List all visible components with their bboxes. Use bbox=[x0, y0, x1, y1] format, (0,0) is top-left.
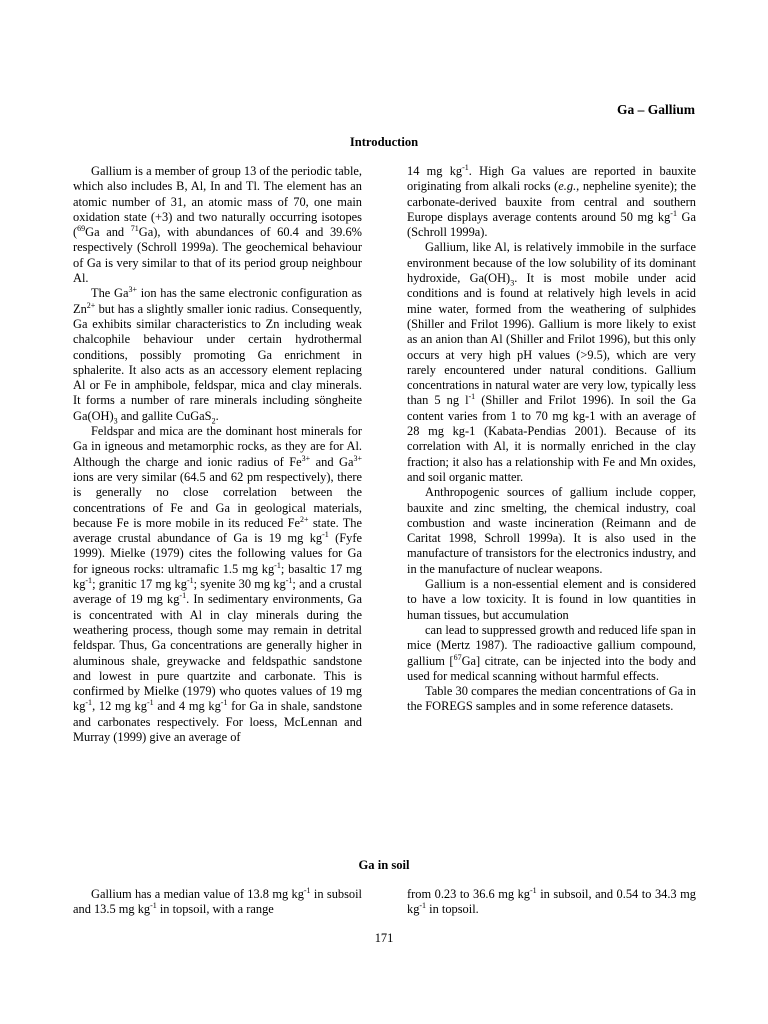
paragraph: Anthropogenic sources of gallium include copper, bauxite and zinc smelting, the chemical industry, coal combustion and waste incineration (Reimann and de Caritat 1998, Schroll 1999a). It is also used in the manufacture of transistors for the electronics industry, and in the manufacture of nuclear weapons. bbox=[407, 485, 696, 576]
paragraph: Gallium is a member of group 13 of the periodic table, which also includes B, Al, In and Tl. The element has an atomic number of 31, an atomic mass of 70, one main oxidation state (+3) and two naturally occurring isotopes ($^{69}$Ga and $^{71}$Ga), with abundances of 60.4 and 39.6% respectively (Schroll 1999a). The geochemical behaviour of Ga is very similar to that of its period group neighbour Al. bbox=[73, 164, 362, 286]
soil-left-column bbox=[73, 887, 362, 918]
introduction-right-column bbox=[407, 164, 696, 715]
introduction-left-column bbox=[73, 164, 362, 745]
page-header-title: Ga – Gallium bbox=[616, 102, 695, 117]
page-number: 171 bbox=[374, 931, 394, 945]
introduction-heading: Introduction bbox=[349, 135, 419, 149]
ga-in-soil-heading: Ga in soil bbox=[358, 858, 410, 872]
paragraph: Gallium, like Al, is relatively immobile in the surface environment because of the low solubility of its dominant hydroxide, $Ga(OH)_3$. It is most mobile under acid conditions and is found at relatively high levels in acid mine water, formed from the weathering of sulphides (Shiller and Frilot 1996). Gallium is more likely to exist as an anion than Al (Shiller and Frilot 1996), but this only occurs at very high pH values (>9.5), which are very rarely encountered under natural conditions. Gallium concentrations in natural water are very low, typically less than 5 ng $l^{-1}$ (Shiller and Frilot 1996). In soil the Ga content varies from 1 to 70 mg kg-1 with an average of 28 mg kg-1 (Kabata-Pendias 2001). Because of its correlation with Al, it is normally enriched in the clay fraction; it also has a relationship with Fe and Mn oxides, and soil organic matter. bbox=[407, 240, 696, 484]
soil-right-column bbox=[407, 887, 696, 918]
paragraph: Gallium is a non-essential element and is considered to have a low toxicity. It is found in low quantities in human tissues, but accumulation bbox=[407, 577, 696, 622]
paragraph: The $Ga^{3+}$ ion has the same electronic configuration as $Zn^{2+}$ but has a slightly smaller ionic radius. Consequently, Ga exhibits similar characteristics to Zn including weak chalcophile behaviour under certain hydrothermal conditions, possibly promoting Ga enrichment in sphalerite. It also acts as an accessory element replacing Al or Fe in amphibole, feldspar, mica and clay minerals. It forms a number of rare minerals including söngheite $Ga(OH)_3$ and gallite CuGaS$_2$. bbox=[73, 285, 362, 426]
paragraph: Gallium has a median value of 13.8 mg $kg^{-1}$ in subsoil and 13.5 mg $kg^{-1}$ in topsoil, with a range bbox=[73, 885, 362, 917]
paragraph: Feldspar and mica are the dominant host minerals for Ga in igneous and metamorphic rocks, as they are for Al. Although the charge and ionic radius of $Fe^{3+}$ and $Ga^{3+}$ ions are very similar (64.5 and 62 pm respectively), there is generally no close correlation between the concentrations of Fe and Ga in geological materials, because Fe is more mobile in its reduced $Fe^{2+}$ state. The average crustal abundance of Ga is 19 mg $kg^{-1}$ (Fyfe 1999). Mielke (1979) cites the following values for Ga for igneous rocks: ultramafic 1.5 mg $kg^{-1}$; basaltic 17 mg $kg^{-1}$; granitic 17 mg $kg^{-1}$; syenite 30 mg $kg^{-1}$; and a crustal average of 19 mg $kg^{-1}$. In sedimentary environments, Ga is concentrated with Al in clay minerals during the weathering process, though some may remain in detrital feldspar. Thus, Ga concentrations are generally higher in aluminous shale, greywacke and feldspathic sandstone and lowest in pure quartzite and carbonate. This is confirmed by Mielke (1979) who quotes values of 19 mg $kg^{-1}$, 12 mg $kg^{-1}$ and 4 mg $kg^{-1}$ for Ga in shale, sandstone and carbonates respectively. For loess, McLennan and Murray (1999) give an average of bbox=[73, 424, 363, 744]
paragraph: can lead to suppressed growth and reduced life span in mice (Mertz 1987). The radioactive gallium compound, gallium [$^{67}$Ga] citrate, can be injected into the body and used for medical scanning without harmful effects. bbox=[407, 622, 696, 683]
paragraph: from 0.23 to 36.6 mg $kg^{-1}$ in subsoil, and 0.54 to 34.3 mg $kg^{-1}$ in topsoil. bbox=[407, 885, 696, 917]
paragraph: 14 mg $kg^{-1}$. High Ga values are reported in bauxite originating from alkali rocks (e.g., nepheline syenite); the carbonate-derived bauxite from central and southern Europe displays average contents around 50 mg $kg^{-1}$ Ga (Schroll 1999a). bbox=[407, 162, 696, 240]
paragraph: Table 30 compares the median concentrations of Ga in the FOREGS samples and in some reference datasets. bbox=[407, 684, 696, 714]
